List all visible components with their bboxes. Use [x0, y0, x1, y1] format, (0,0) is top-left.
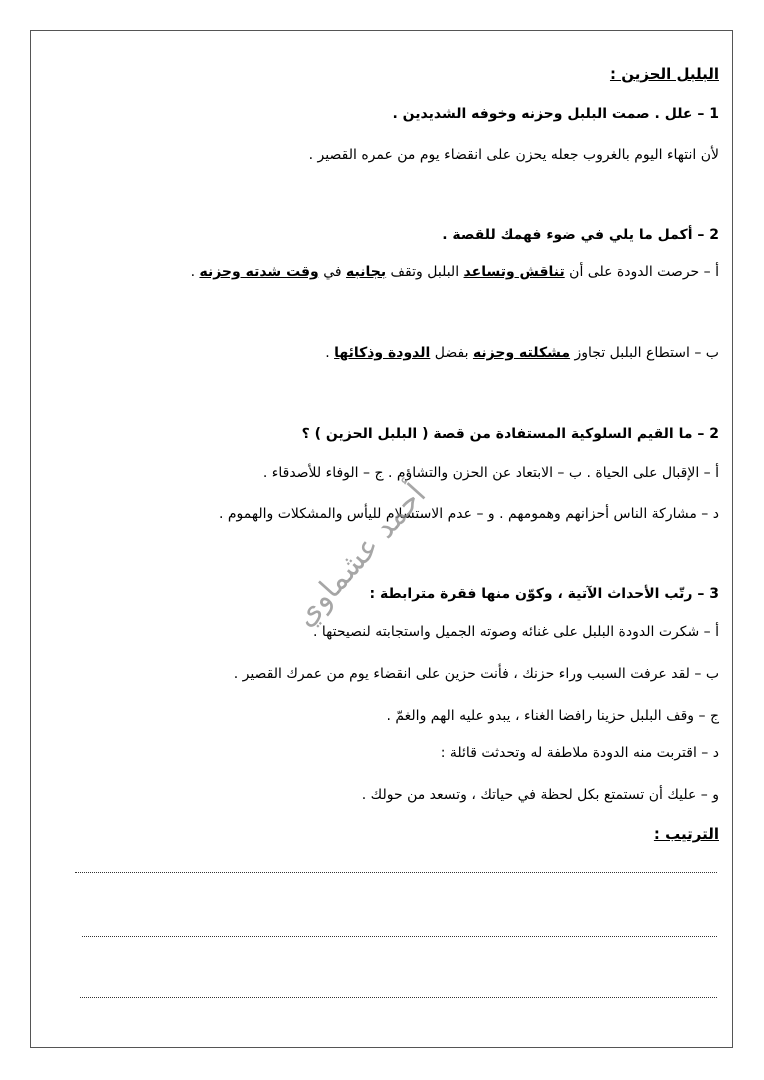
question-2: 2 – أكمل ما يلي في ضوء فهمك للقصة . [442, 227, 719, 243]
answer-line[interactable] [80, 997, 717, 998]
worksheet-title: البلبل الحزين : [609, 65, 719, 83]
page-border [30, 30, 733, 1048]
question-3: 2 – ما القيم السلوكية المستفادة من قصة ( البلبل الحزين ) ؟ [301, 426, 719, 442]
answer-line[interactable] [82, 936, 717, 937]
values-row-2: د – مشاركة الناس أحزانهم وهمومهم . و – عدم الاستسلام لليأس والمشكلات والهموم . [218, 506, 719, 522]
event-item: د – اقتربت منه الدودة ملاطفة له وتحدثت قائلة : [440, 745, 719, 761]
order-label: الترتيب : [653, 825, 719, 843]
answer-1: لأن انتهاء اليوم بالغروب جعله يحزن على انقضاء يوم من عمره القصير . [308, 147, 719, 163]
question-1: 1 – علل . صمت البلبل وحزنه وخوفه الشديدين . [392, 106, 719, 122]
event-item: ب – لقد عرفت السبب وراء حزنك ، فأنت حزين على انقضاء يوم من عمرك القصير . [233, 666, 719, 682]
answer-line[interactable] [75, 872, 717, 873]
watermark-text: أحمد عشماوي [287, 477, 434, 634]
answer-2b: ب – استطاع البلبل تجاوز مشكلته وحزنه بفضل الدودة وذكائها . [325, 345, 719, 361]
event-item: أ – شكرت الدودة البلبل على غنائه وصوته الجميل واستجابته لنصيحتها . [313, 624, 719, 640]
values-row-1: أ – الإقبال على الحياة . ب – الابتعاد عن الحزن والتشاؤم . ج – الوفاء للأصدقاء . [262, 465, 719, 481]
event-item: ج – وقف البلبل حزينا رافضا الغناء ، يبدو عليه الهم والغمّ . [386, 708, 719, 724]
answer-2a: أ – حرصت الدودة على أن تناقش وتساعد البلبل وتقف بجانبه في وقت شدته وحزنه . [190, 264, 719, 280]
question-4: 3 – رتّب الأحداث الآتية ، وكوّن منها فقرة مترابطة : [369, 586, 719, 602]
event-item: و – عليك أن تستمتع بكل لحظة في حياتك ، وتسعد من حولك . [361, 787, 719, 803]
